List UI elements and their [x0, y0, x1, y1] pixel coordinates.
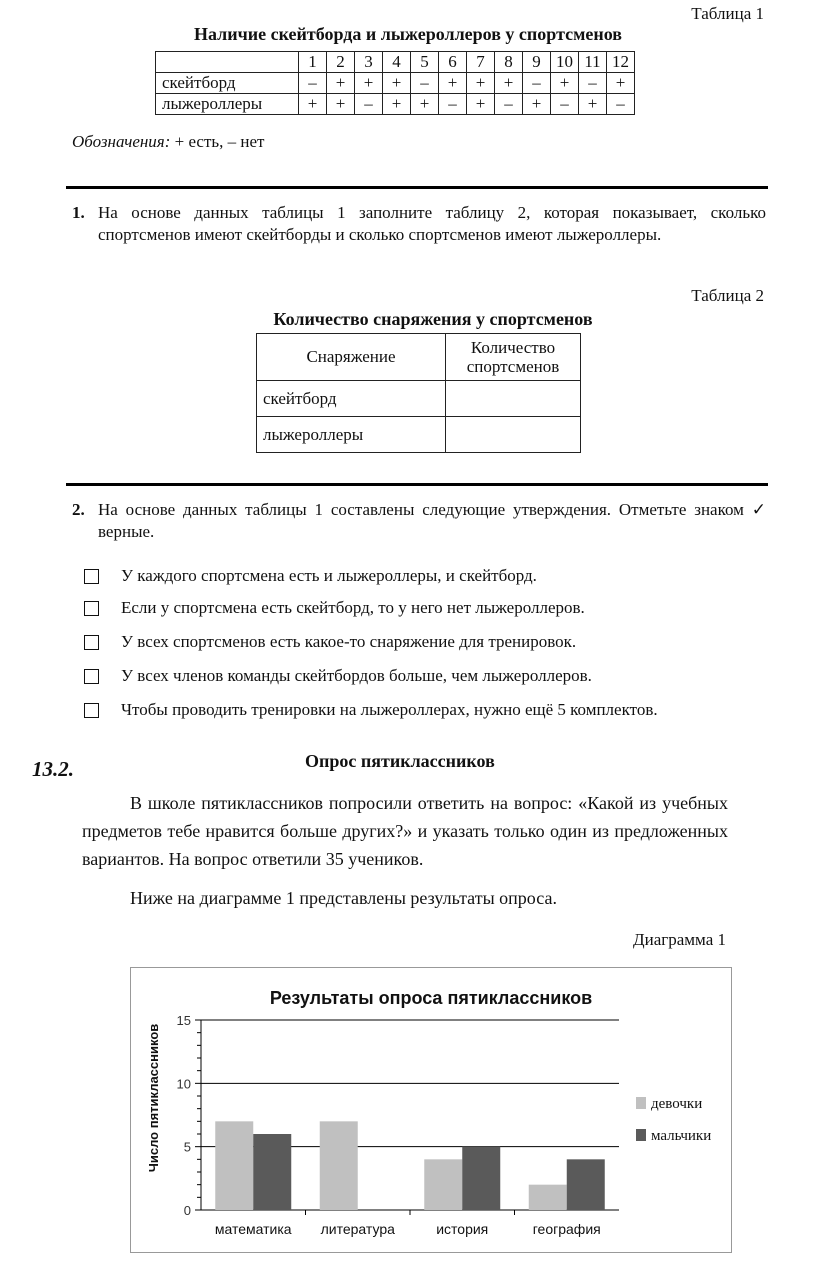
statement-checkbox[interactable]	[84, 669, 99, 684]
table1-cell: +	[495, 73, 523, 94]
bar-география-девочки	[529, 1185, 567, 1210]
table2-header-count: Количество спортсменов	[446, 334, 581, 381]
task2	[72, 499, 766, 543]
chart-title: Результаты опроса пятиклассников	[269, 988, 593, 1008]
table1-cell: –	[439, 94, 467, 115]
statement-item	[84, 665, 592, 687]
bar-история-девочки	[424, 1159, 462, 1210]
table1-cell: +	[439, 73, 467, 94]
statement-checkbox[interactable]	[84, 703, 99, 718]
table1-col-header: 11	[579, 52, 607, 73]
diagram-caption: Диаграмма 1	[633, 930, 726, 949]
table2-title: Количество снаряжения у спортсменов	[273, 309, 593, 329]
table1-col-header: 7	[467, 52, 495, 73]
table1-col-header: 9	[523, 52, 551, 73]
table1-cell: –	[551, 94, 579, 115]
table1-col-header: 12	[607, 52, 635, 73]
table2-header-row	[257, 334, 581, 381]
chart-frame	[130, 967, 732, 1253]
table1-row-rollerskis	[156, 94, 635, 115]
table1-corner-cell	[156, 52, 299, 73]
bar-математика-девочки	[215, 1121, 253, 1210]
table2	[256, 333, 581, 453]
table2-caption: Таблица 2	[691, 286, 764, 305]
table1-col-header: 6	[439, 52, 467, 73]
statement-checkbox[interactable]	[84, 601, 99, 616]
table1-cell: +	[383, 73, 411, 94]
task1-number: 1.	[72, 203, 85, 222]
y-tick-label: 5	[183, 1139, 191, 1155]
table1-cell: –	[523, 73, 551, 94]
table1-col-header: 5	[411, 52, 439, 73]
table1-cell: +	[607, 73, 635, 94]
table1-col-header: 1	[299, 52, 327, 73]
table1-cell: –	[355, 94, 383, 115]
table1-col-header: 2	[327, 52, 355, 73]
bar-география-мальчики	[567, 1159, 605, 1210]
x-tick-label: литература	[320, 1221, 395, 1237]
y-axis-label: Число пятиклассников	[146, 1023, 161, 1173]
table1-col-header: 3	[355, 52, 383, 73]
statement-checkbox[interactable]	[84, 635, 99, 650]
table1-row-skateboard	[156, 73, 635, 94]
bar-chart	[131, 968, 731, 1252]
table1-cell: +	[523, 94, 551, 115]
table1-legend-note	[72, 132, 264, 152]
table1-col-header: 4	[383, 52, 411, 73]
table2-row-label: лыжероллеры	[257, 417, 446, 453]
table2-row-label: скейтборд	[257, 381, 446, 417]
y-tick-label: 15	[176, 1013, 191, 1028]
statement-item	[84, 565, 537, 587]
task1	[72, 202, 766, 246]
table1-cell: +	[383, 94, 411, 115]
section-number: 13.2.	[32, 757, 74, 781]
table1-cell: –	[607, 94, 635, 115]
y-tick-label: 10	[176, 1076, 191, 1092]
statement-text: У всех членов команды скейтбордов больше, чем лыжероллеров.	[121, 666, 592, 685]
divider	[66, 186, 768, 189]
y-tick-label: 0	[183, 1203, 191, 1218]
table1-cell: +	[327, 94, 355, 115]
table1	[155, 51, 635, 115]
table1-caption: Таблица 1	[691, 4, 764, 23]
legend-label: девочки	[651, 1096, 703, 1112]
table1-col-header: 10	[551, 52, 579, 73]
legend-label: Обозначения:	[72, 132, 171, 151]
table1-col-header: 8	[495, 52, 523, 73]
table1-cell: +	[467, 73, 495, 94]
task2-text: На основе данных таблицы 1 составлены следующие утверждения. Отметьте знаком ✓ верные.	[98, 500, 766, 541]
statement-item	[84, 631, 576, 653]
divider	[66, 483, 768, 486]
statement-text: У каждого спортсмена есть и лыжероллеры, и скейтборд.	[121, 566, 537, 585]
table1-row-label: скейтборд	[156, 73, 299, 94]
bar-математика-мальчики	[253, 1134, 291, 1210]
statement-text: Если у спортсмена есть скейтборд, то у него нет лыжероллеров.	[121, 598, 585, 617]
bar-литература-девочки	[320, 1121, 358, 1210]
table2-row-skateboard	[257, 381, 581, 417]
x-tick-label: география	[532, 1221, 601, 1237]
table1-cell: +	[467, 94, 495, 115]
section-paragraph-2: Ниже на диаграмме 1 представлены результаты опроса.	[130, 888, 557, 908]
legend-text: + есть, – нет	[170, 132, 265, 151]
legend-label: мальчики	[651, 1128, 712, 1144]
table1-header-row	[156, 52, 635, 73]
legend-swatch-мальчики	[636, 1129, 646, 1141]
table1-cell: +	[579, 94, 607, 115]
table1-cell: +	[551, 73, 579, 94]
table1-cell: –	[495, 94, 523, 115]
task2-number: 2.	[72, 500, 85, 519]
statement-item	[84, 597, 585, 619]
statement-item	[84, 699, 658, 721]
table1-cell: –	[411, 73, 439, 94]
table2-row-rollerskis	[257, 417, 581, 453]
bar-история-мальчики	[462, 1147, 500, 1210]
x-tick-label: математика	[214, 1221, 292, 1237]
table1-cell: –	[299, 73, 327, 94]
table1-cell: +	[299, 94, 327, 115]
statement-text: Чтобы проводить тренировки на лыжероллерах, нужно ещё 5 комплектов.	[121, 700, 658, 719]
x-tick-label: история	[436, 1221, 489, 1237]
statement-checkbox[interactable]	[84, 569, 99, 584]
table1-cell: +	[355, 73, 383, 94]
table1-cell: +	[411, 94, 439, 115]
table2-answer-cell[interactable]	[446, 417, 581, 453]
table1-title: Наличие скейтборда и лыжероллеров у спортсменов	[193, 24, 623, 44]
table1-cell: –	[579, 73, 607, 94]
table1-row-label: лыжероллеры	[156, 94, 299, 115]
table2-header-equipment: Снаряжение	[257, 334, 446, 381]
statement-text: У всех спортсменов есть какое-то снаряжение для тренировок.	[121, 632, 577, 651]
section-title: Опрос пятиклассников	[305, 751, 495, 771]
table2-answer-cell[interactable]	[446, 381, 581, 417]
legend-swatch-девочки	[636, 1097, 646, 1109]
table1-cell: +	[327, 73, 355, 94]
section-paragraph-1: В школе пятиклассников попросили ответить на вопрос: «Какой из учебных предметов тебе нравится больше других?» и указать только один из предложенных вариантов. На вопрос ответили 35 учеников.	[82, 793, 728, 869]
task1-text: На основе данных таблицы 1 заполните таблицу 2, которая показывает, сколько спортсменов имеют скейтборды и сколько спортсменов имеют лыжероллеры.	[98, 203, 766, 244]
